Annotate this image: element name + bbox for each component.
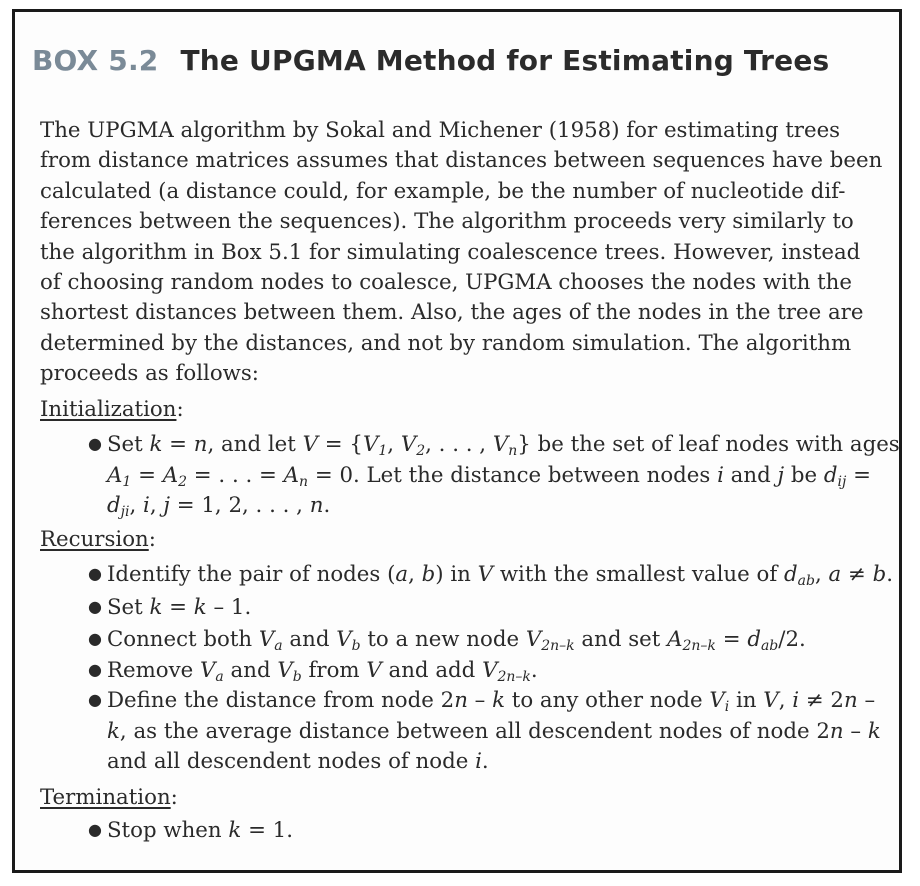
- intro-line: the algorithm in Box 5.1 for simulating coalescence trees. However, instead: [40, 239, 861, 265]
- intro-line: shortest distances between them. Also, the ages of the nodes in the tree are: [40, 300, 864, 326]
- box-number: BOX 5.2: [32, 44, 159, 77]
- intro-line: calculated (a distance could, for example, be the number of nucleotide dif-: [40, 178, 846, 204]
- termination-step: ● Stop when k = 1.: [88, 818, 294, 843]
- recursion-heading-text: Recursion: [40, 527, 149, 552]
- box-title: [32, 44, 829, 77]
- intro-line: proceeds as follows:: [40, 361, 259, 387]
- initialization-heading: Initialization:: [40, 397, 184, 422]
- intro-line: from distance matrices assumes that distances between sequences have been: [40, 148, 883, 174]
- intro-line: The UPGMA algorithm by Sokal and Michener (1958) for estimating trees: [40, 118, 841, 143]
- intro-line: of choosing random nodes to coalesce, UPGMA chooses the nodes with the: [40, 270, 852, 296]
- intro-paragraph: [40, 116, 890, 390]
- recursion-step-define: ● Define the distance from node 2n – k to any other node $V_i$ in V, i ≠ 2n – k, as the average distance between all descendent nodes of node 2n – k and all descendent nodes of node i.: [88, 688, 881, 774]
- recursion-step-identify: ● Identify the pair of nodes (a, b) in V with the smallest value of $d_{ab}$, a ≠ b.: [88, 562, 893, 589]
- intro-line: determined by the distances, and not by random simulation. The algorithm: [40, 330, 852, 356]
- initialization-step: ● Set k = n, and let $V = \{V_1$, $V_2$, . . . , $V_n$} be the set of leaf nodes with ages $A_1 = A_2$ = . . . = $A_n = 0$. Let the distance between nodes i and j be $d_{ij}$ = $d_{ji}$, i, j = 1, 2, . . . , n.: [88, 432, 900, 520]
- termination-heading-text: Termination: [40, 785, 171, 810]
- intro-line: ferences between the sequences). The algorithm proceeds very similarly to: [40, 209, 854, 235]
- recursion-heading: Recursion:: [40, 527, 156, 552]
- initialization-heading-text: Initialization: [40, 397, 177, 422]
- recursion-step-decrement: ● Set k = k – 1.: [88, 595, 252, 620]
- recursion-step-connect: ● Connect both $V_a$ and $V_b$ to a new node $V_{2n-k}$ and set $A_{2n-k} = d_{ab}/2$.: [88, 627, 806, 654]
- recursion-step-remove: ● Remove $V_a$ and $V_b$ from V and add $V_{2n-k}$.: [88, 658, 538, 685]
- termination-heading: Termination:: [40, 785, 178, 810]
- box-title-text: The UPGMA Method for Estimating Trees: [180, 44, 830, 77]
